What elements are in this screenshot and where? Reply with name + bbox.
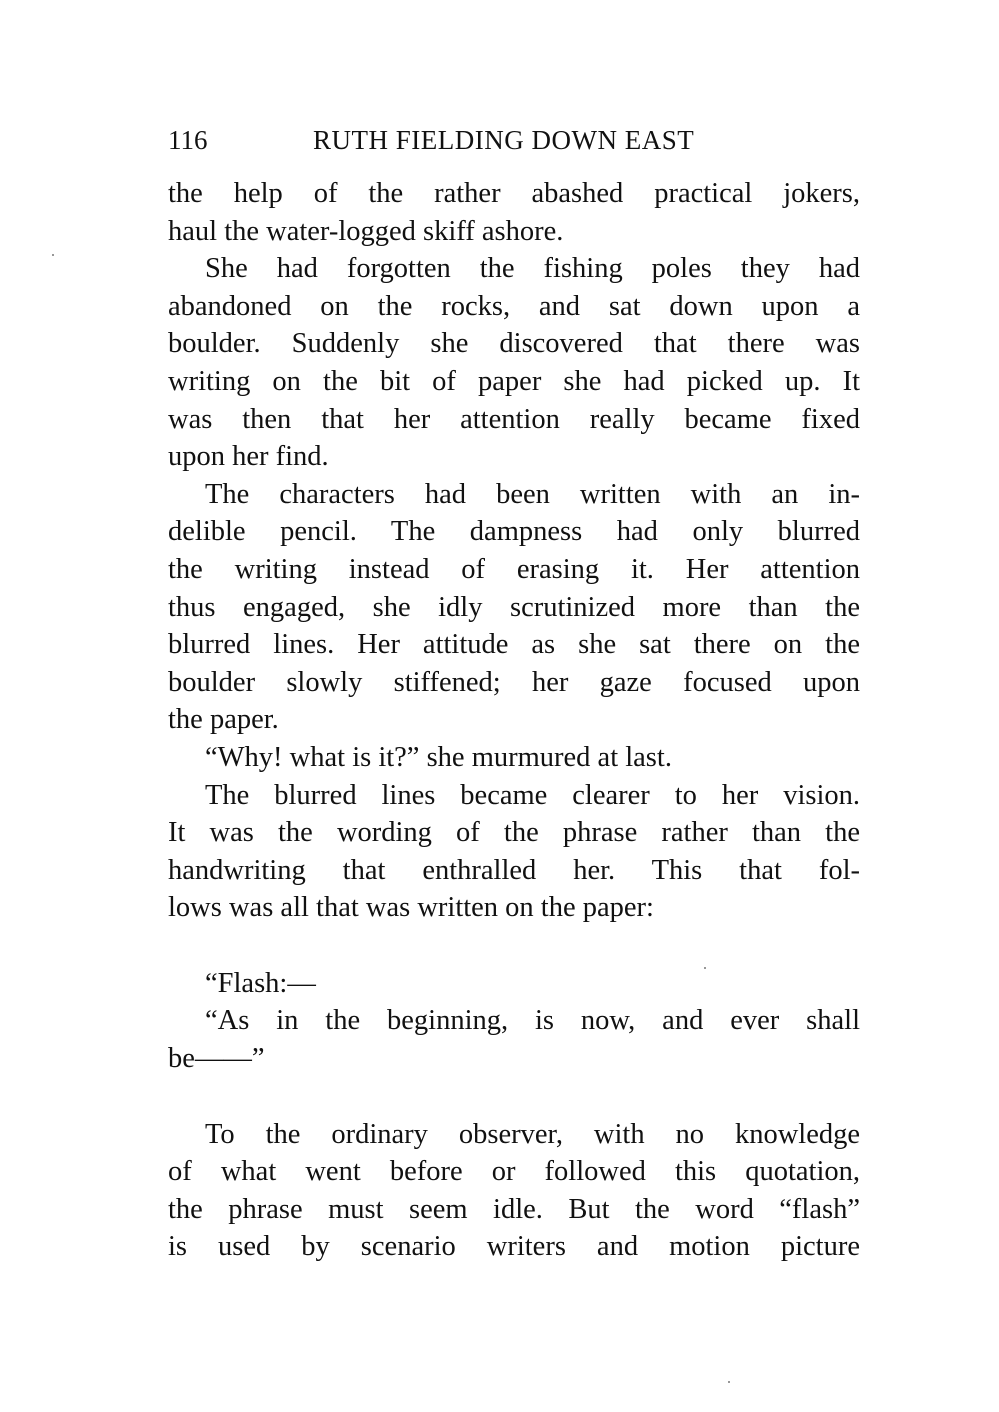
text-line: The characters had been written with an in-: [205, 478, 860, 510]
text-line: boulder. Suddenly she discovered that there was: [168, 328, 860, 360]
text-line: To the ordinary observer, with no knowledge: [205, 1118, 860, 1150]
text-line: the writing instead of erasing it. Her attention: [168, 553, 860, 585]
paragraph-1: [168, 175, 860, 250]
text-line: It was the wording of the phrase rather than the: [168, 817, 860, 849]
paragraph-2: [168, 250, 860, 476]
body-text: [168, 175, 860, 1266]
text-line: “Why! what is it?” she murmured at last.: [205, 741, 672, 773]
text-line: of what went before or followed this quotation,: [168, 1156, 860, 1188]
spacer: [168, 927, 860, 965]
text-line: the help of the rather abashed practical jokers,: [168, 178, 860, 209]
paragraph-3: [168, 476, 860, 739]
text-line: The blurred lines became clearer to her vision.: [205, 779, 860, 811]
text-line: was then that her attention really became fixed: [168, 403, 860, 435]
text-line: is used by scenario writers and motion picture: [168, 1231, 860, 1263]
page-number: 116: [168, 125, 208, 155]
text-line: upon her find.: [168, 441, 329, 473]
text-line: blurred lines. Her attitude as she sat there on the: [168, 629, 860, 661]
text-line: haul the water-logged skiff ashore.: [168, 215, 564, 247]
running-head: [168, 120, 862, 160]
quote-line: “Flash:—: [205, 967, 316, 999]
spacer: [168, 1078, 860, 1116]
paper-speck: [728, 1381, 730, 1383]
paragraph-5: [168, 777, 860, 927]
quote-line: be——”: [168, 1043, 265, 1075]
text-line: the paper.: [168, 704, 279, 736]
paragraph-6: [168, 1116, 860, 1266]
text-line: handwriting that enthralled her. This that fol-: [168, 854, 860, 886]
text-line: thus engaged, she idly scrutinized more than the: [168, 591, 860, 623]
paper-speck: [52, 254, 54, 256]
paper-speck: [704, 967, 706, 969]
text-line: the phrase must seem idle. But the word “flash”: [168, 1193, 860, 1225]
quotation: [168, 965, 860, 1078]
running-title: RUTH FIELDING DOWN EAST: [313, 125, 695, 155]
text-line: delible pencil. The dampness had only blurred: [168, 516, 860, 548]
text-line: writing on the bit of paper she had picked up. It: [168, 365, 860, 397]
text-line: abandoned on the rocks, and sat down upon a: [168, 290, 860, 322]
text-line: lows was all that was written on the paper:: [168, 892, 654, 924]
paragraph-4: [168, 739, 860, 777]
quote-line: “As in the beginning, is now, and ever shall: [205, 1005, 860, 1037]
text-line: boulder slowly stiffened; her gaze focused upon: [168, 666, 860, 698]
text-line: She had forgotten the fishing poles they had: [205, 253, 860, 285]
